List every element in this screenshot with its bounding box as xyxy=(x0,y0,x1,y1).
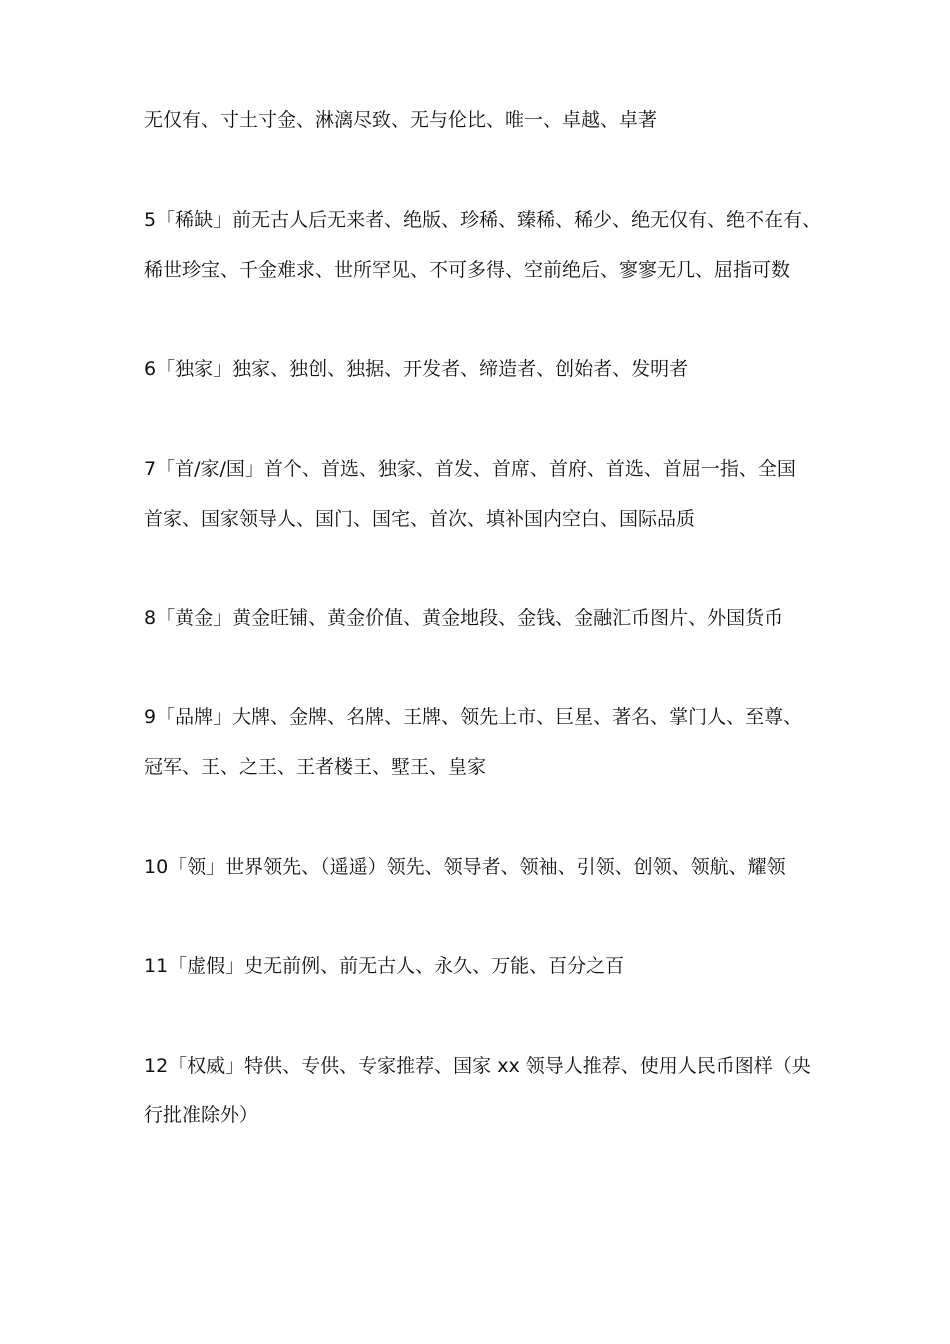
text-line-3: 稀世珍宝、千金难求、世所罕见、不可多得、空前绝后、寥寥无几、屈指可数 xyxy=(144,259,791,281)
text-line-2: 5「稀缺」前无古人后无来者、绝版、珍稀、臻稀、稀少、绝无仅有、绝不在有、 xyxy=(144,209,822,231)
text-line-12: 12「权威」特供、专供、专家推荐、国家 xx 领导人推荐、使用人民币图样（央 xyxy=(144,1055,811,1077)
text-line-7: 8「黄金」黄金旺铺、黄金价值、黄金地段、金钱、金融汇币图片、外国货币 xyxy=(144,607,784,629)
text-line-11: 11「虚假」史无前例、前无古人、永久、万能、百分之百 xyxy=(144,955,625,977)
text-line-5: 7「首/家/国」首个、首选、独家、首发、首席、首府、首选、首屈一指、全国 xyxy=(144,458,796,480)
text-line-8: 9「品牌」大牌、金牌、名牌、王牌、领先上市、巨星、著名、掌门人、至尊、 xyxy=(144,706,803,728)
text-line-10: 10「领」世界领先、（遥遥）领先、领导者、领袖、引领、创领、领航、耀领 xyxy=(144,856,786,878)
text-line-6: 首家、国家领导人、国门、国宅、首次、填补国内空白、国际品质 xyxy=(144,508,696,530)
text-line-13: 行批准除外） xyxy=(144,1104,259,1126)
text-line-9: 冠军、王、之王、王者楼王、墅王、皇家 xyxy=(144,756,487,778)
text-line-4: 6「独家」独家、独创、独据、开发者、缔造者、创始者、发明者 xyxy=(144,358,689,380)
text-line-1: 无仅有、寸土寸金、淋漓尽致、无与伦比、唯一、卓越、卓著 xyxy=(144,109,658,131)
